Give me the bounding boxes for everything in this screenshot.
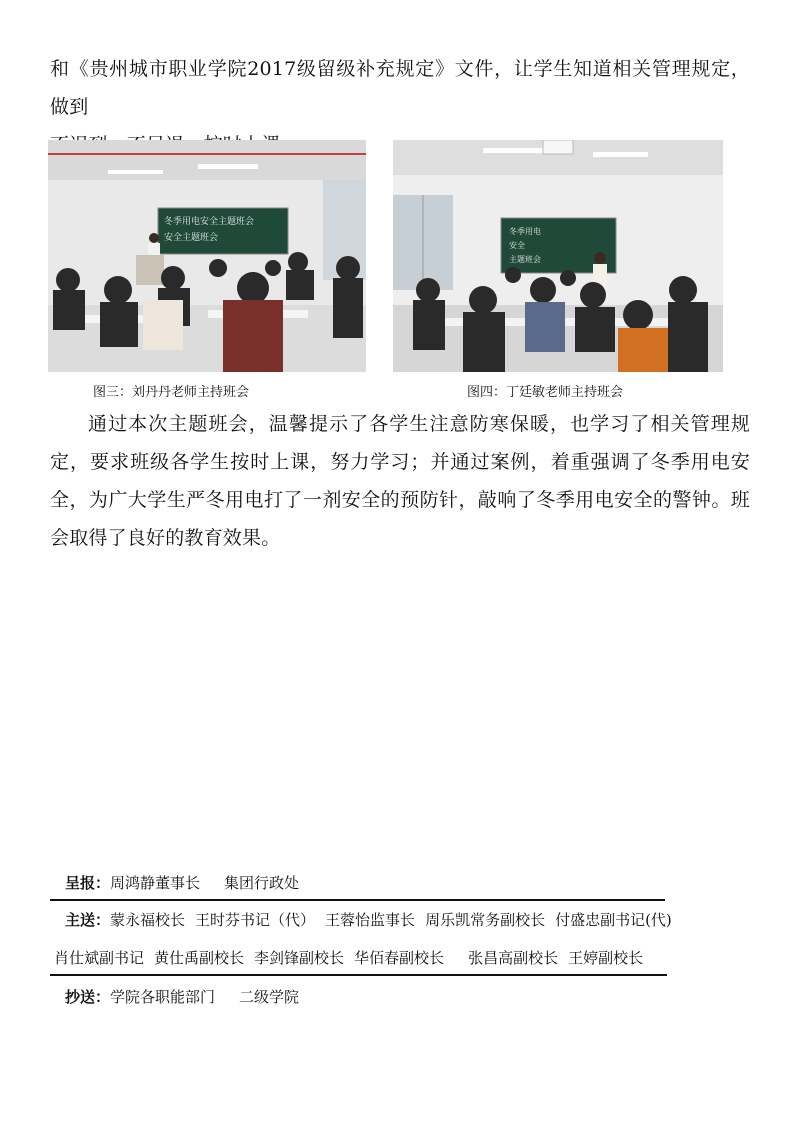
photo-caption-4: 图四：丁廷敏老师主持班会	[467, 385, 624, 400]
summary-paragraph: 通过本次主题班会，温馨提示了各学生注意防寒保暖，也学习了相关管理规定，要求班级各学生按时上课，努力学习；并通过案例，着重强调了冬季用电安全，为广大学生严冬用电打了一剂安全的预防针，敲响了冬季用电安全的警钟。班会取得了良好的教育效果。	[50, 413, 750, 549]
send-line-1	[65, 909, 672, 930]
send-recipient: 王时芬书记（代）	[195, 911, 316, 929]
photo-caption-3: 图三：刘丹丹老师主持班会	[93, 385, 250, 400]
send-recipient: 王婷副校长	[568, 949, 644, 967]
class-meeting-photo-3	[48, 140, 366, 372]
classroom-photo-3	[48, 140, 366, 372]
blackboard-writing: 冬季用电	[509, 227, 541, 236]
copy-recipient: 学院各职能部门	[110, 988, 216, 1006]
send-label: 主送：	[65, 911, 111, 929]
send-recipient: 张昌高副校长	[468, 949, 559, 967]
copy-recipient: 二级学院	[239, 988, 300, 1006]
report-label: 呈报：	[65, 874, 111, 892]
send-recipient: 周乐凯常务副校长	[425, 911, 546, 929]
copy-label: 抄送：	[65, 988, 111, 1006]
report-recipient: 周鸿静董事长	[110, 874, 201, 892]
classroom-photo-4	[393, 140, 723, 372]
send-line-2	[54, 947, 643, 968]
paragraph-line: 和《贵州城市职业学院2017级留级补充规定》文件，让学生知道相关管理规定，做到	[50, 58, 750, 118]
class-meeting-photo-4	[393, 140, 723, 372]
report-line	[65, 872, 299, 893]
send-recipient: 王蓉怡监事长	[325, 911, 416, 929]
blackboard-writing: 安全	[509, 241, 525, 250]
send-recipient: 华佰春副校长	[354, 949, 445, 967]
blackboard-writing: 主题班会	[509, 255, 541, 264]
divider-line	[50, 974, 667, 976]
send-recipient: 蒙永福校长	[110, 911, 186, 929]
divider-line	[50, 899, 665, 901]
blackboard-writing: 安全主题班会	[164, 233, 219, 243]
blackboard-writing: 冬季用电安全主题班会	[164, 217, 255, 227]
send-recipient: 李剑锋副校长	[254, 949, 345, 967]
send-recipient: 付盛忠副书记(代)	[555, 911, 672, 929]
send-recipient: 肖仕斌副书记	[54, 949, 145, 967]
report-recipient: 集团行政处	[224, 874, 300, 892]
copy-line	[65, 986, 299, 1007]
send-recipient: 黄仕禹副校长	[154, 949, 245, 967]
